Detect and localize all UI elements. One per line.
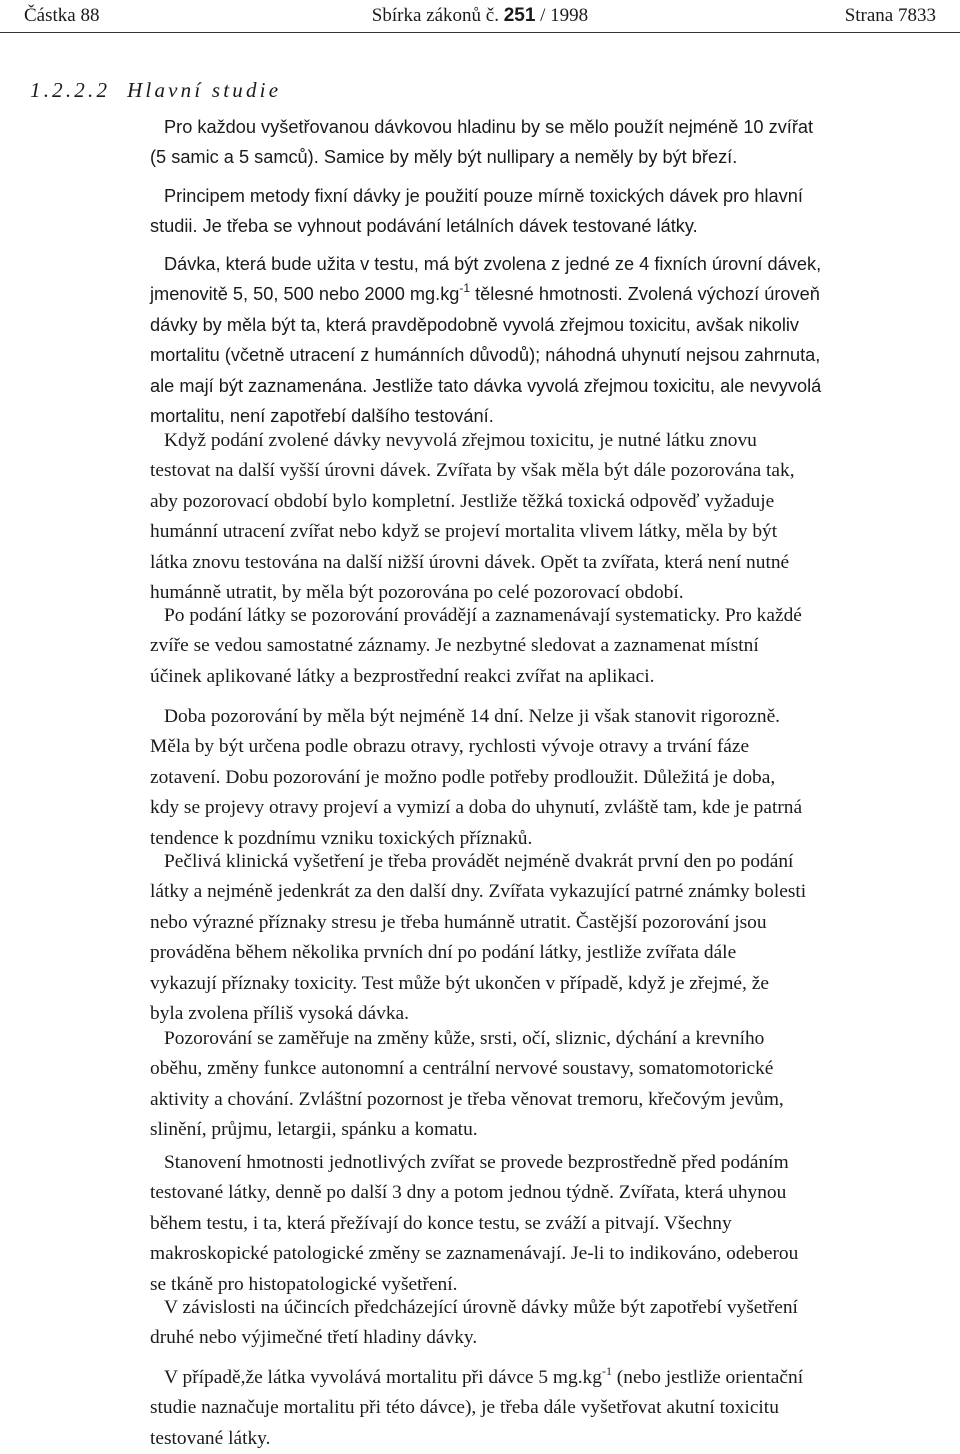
header-divider (0, 32, 960, 33)
paragraph-animal-count: Pro každou vyšetřovanou dávkovou hladinu by se mělo použít nejméně 10 zvířat (5 samic a 5 samců). Samice by měly být nullipary a neměly by být březí. (150, 117, 814, 168)
paragraph-clinical-examinations: Pečlivá klinická vyšetření je třeba provádět nejméně dvakrát první den po podání látky a nejméně jedenkrát za den další dny. Zvířata vykazující patrné známky bolesti nebo výrazné příznaky stresu je třeba humánně utratit. Častější pozorování jsou prováděna během několika prvních dní po podání látky, jestliže zvířata dále vykazují příznaky toxicity. Test může být ukončen v případě, když je zřejmé, že byla zvolena příliš vysoká dávka. (150, 851, 807, 1025)
paragraph-fixed-dose-principle: Principem metody fixní dávky je použití pouze mírně toxických dávek pro hlavní studii. Je třeba se vyhnout podávání letálních dávek testované látky. (150, 186, 803, 237)
collection-prefix: Sbírka zákonů č. (371, 5, 499, 26)
section-heading (30, 76, 281, 104)
page-number: Strana 7833 (844, 5, 936, 26)
section-number: 1.2.2.2 (30, 78, 111, 102)
paragraph-no-toxicity: Když podání zvolené dávky nevyvolá zřejmou toxicitu, je nutné látku znovu testovat na další vyšší úrovni dávek. Zvířata by však měla být dále pozorována tak, aby pozorovací období bylo kompletní. Jestliže těžká toxická odpověď vyžaduje humánní utracení zvířat nebo když se projeví mortalita vlivem látky, měla by být látka znovu testována na další nižší úrovni dávek. Opět ta zvířata, která není nutné humánně utratit, by měla být pozorována po celé pozorovací období. (150, 430, 795, 604)
page-header (24, 2, 936, 32)
paragraph-observation-focus: Pozorování se zaměřuje na změny kůže, srsti, očí, sliznic, dýchání a krevního oběhu, změny funkce autonomní a centrální nervové soustavy, somatomotorické aktivity a chování. Zvláštní pozornost je třeba věnovat tremoru, křečovým jevům, slinění, průjmu, letargii, spánku a komatu. (150, 1028, 784, 1141)
paragraph-further-dose-levels: V závislosti na účincích předcházející úrovně dávky může být zapotřebí vyšetření druhé nebo výjimečné třetí hladiny dávky. (150, 1297, 798, 1349)
paragraph-observations-recording: Po podání látky se pozorování provádějí a zaznamenávají systematicky. Pro každé zvíře se vedou samostatné záznamy. Je nezbytné sledovat a zaznamenat místní účinek aplikované látky a bezprostřední reakci zvířat na aplikaci. (150, 605, 802, 687)
collection-year: / 1998 (540, 5, 589, 26)
collection-title (24, 2, 936, 30)
paragraph-observation-period: Doba pozorování by měla být nejméně 14 dní. Nelze ji však stanovit rigorozně. Měla by být určena podle obrazu otravy, rychlosti vývoje otravy a trvání fáze zotavení. Dobu pozorování je možno podle potřeby prodloužit. Důležitá je doba, kdy se projevy otravy projeví a vymizí a doba do uhynutí, zvláště tam, kde je patrná tendence k pozdnímu vzniku toxických příznaků. (150, 706, 803, 849)
paragraph-weight-determination: Stanovení hmotnosti jednotlivých zvířat se provede bezprostředně před podáním testované látky, denně po další 3 dny a potom jednou týdně. Zvířata, která uhynou během testu, i ta, která přežívají do konce testu, se zváží a pitvají. Všechny makroskopické patologické změny se zaznamenávají. Je-li to indikováno, odeberou se tkáně pro histopatologické vyšetření. (150, 1152, 799, 1295)
paragraph-dose-selection: Dávka, která bude užita v testu, má být zvolena z jedné ze 4 fixních úrovní dávek, jmenovitě 5, 50, 500 nebo 2000 $mg.kg^{-1}$ tělesné hmotnosti. Zvolená výchozí úroveň dávky by měla být ta, která pravděpodobně vyvolá zřejmou toxicitu, avšak nikoliv mortalitu (včetně utracení z humánních důvodů); náhodná uhynutí nejsou zahrnuta, ale mají být zaznamenána. Jestliže tato dávka vyvolá zřejmou toxicitu, ale nevyvolá mortalitu, není zapotřebí dalšího testování. (150, 254, 822, 427)
section-title: Hlavní studie (127, 78, 282, 102)
collection-number: 251 (503, 5, 536, 26)
superscript-exponent: -1 (459, 281, 471, 296)
paragraph-mortality-at-5mg: V případě,že látka vyvolává mortalitu při dávce 5 $mg.kg^{-1}$ (nebo jestliže orientační studie naznačuje mortalitu při této dávce), je třeba dále vyšetřovat akutní toxicitu testované látky. (150, 1364, 804, 1449)
issue-part: Částka 88 (24, 5, 100, 26)
superscript-exponent: -1 (601, 1364, 612, 1378)
